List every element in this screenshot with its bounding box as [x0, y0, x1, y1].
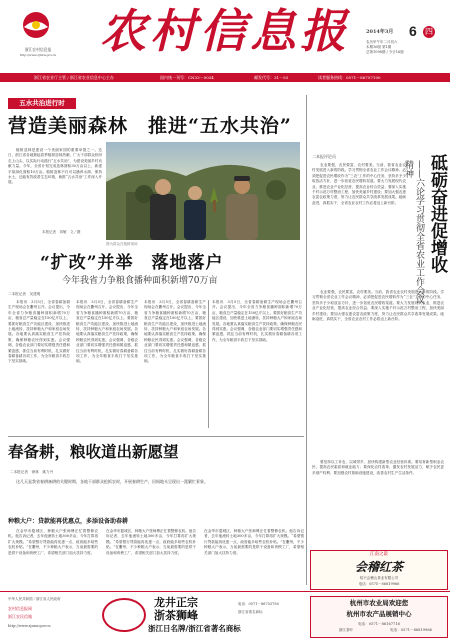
story3-body-col1: 在金华市婺城区，种粮大户张师傅正忙着整修农机。他告诉记者，去年他流转土地300多亩，今年打算再扩大规模。“希望银行贷款能再优惠一点，政府能多给些农机补贴。”在衢州，不少种粮大户表示，当前最需要的是烘干设备和育秧工厂，希望相关部门加大扶持力度。 [8, 529, 98, 555]
story3-headline: 春备耕，粮收道出新愿望 [8, 442, 179, 461]
ad-tea-phone: 电话：0571－86819966 [390, 628, 432, 632]
tree-planting-photo [106, 142, 300, 240]
ad-longjing-bottom: 浙江日名牌/浙江省著名商标 [148, 624, 241, 633]
ad-kuaiji-brand: 会稽红茶 [354, 560, 403, 574]
lead-byline: 本报记者 刘敏 文／摄 [42, 230, 81, 234]
story3-body-col3: 在金华市婺城区，种粮大户张师傅正忙着整修农机。他告诉记者，去年他流转土地300多亩，今年打算再扩大规模。“希望银行贷款能再优惠一点，政府能多给些农机补贴。”在衢州，不少种粮大户表示，当前最需要的是烘干设备和育秧工厂，希望相关部门加大扶持力度。 [204, 529, 304, 555]
footer-divider [0, 591, 450, 592]
ad-kuaiji [310, 550, 448, 590]
column-divider [208, 300, 209, 428]
ad-kuaiji-sub: 绍兴会稽山茶业有限公司 [359, 576, 399, 580]
issue-day: 6 [409, 23, 417, 39]
weekday-badge: 四 [425, 27, 433, 36]
editorial-body-col3: 要坚持以工补农、以城带乡，加快构建新型农业经营体系。要培育新型职业农民，提高农民素质和就业能力；要深化农村改革，激发农村发展活力，赋予农民更多财产权利；要加强农村基础设施建设，改善农村生产生活条件。 [312, 460, 444, 475]
editorial-headline: 砥砺奋进促增收 [427, 154, 447, 273]
meta-line-1: 农历甲午年二月初六 [366, 40, 398, 44]
ad-kuaiji-top: 江南之最 [370, 552, 388, 557]
meta-line-3: 总第1098期 / 今日16版 [366, 50, 404, 54]
ad-longjing-emblem [102, 598, 146, 632]
story3-body-col2: 在金华市婺城区，种粮大户张师傅正忙着整修农机。他告诉记者，去年他流转土地300多亩，今年打算再扩大规模。“希望银行贷款能再优惠一点，政府能多给些农机补贴。”在衢州，不少种粮大户表示，当前最需要的是烘干设备和育秧工厂，希望相关部门加大扶持力度。 [106, 529, 196, 555]
editorial-body-col2: 农业要强，农民要富，农村要美。当前，我省农业农村发展进入新的阶段。学习贯彻全省农业工作会议精神，必须把促进农民增收作为“三农”工作的中心任务，坚持多予少取放活方针，进一步拓宽农民增收渠道。要大力发展现代农业，推进农业产业化经营，提高农业综合效益；要深入实施千村示范万村整治工程，加快美丽乡村建设；要加大强农惠农富农政策力度，努力让农民群众共享改革发展成果。砥砺奋进，真抓实干，全省农业农村工作必将迈上新台阶。 [312, 290, 444, 322]
story2-body-col3: 本报讯 3月5日，全省春耕备耕生产现场会在衢州召开。会议提出，今年全省力争粮食播种面积新增70万亩，粮食总产量稳定在150亿斤以上。要抓好粮食生产功能区建设，加快推进土地流转，扶持种粮大户和家庭农场发展。各地要认真落实粮食生产扶持政策，确保种粮农民得到实惠。会议强调，各级农业部门要切实增强责任感和紧迫感，抓住当前有利时机，扎实做好春耕备耕各项工作，为全年粮食丰收打下坚实基础。 [144, 300, 206, 364]
story2-subhead: 今年我省力争粮食播种面积新增70万亩 [62, 276, 218, 286]
info-hotline: 读者服务热线：0571－86757100 [318, 75, 381, 80]
info-bar [0, 73, 450, 82]
footer-link-1[interactable]: 农村信息报网 [8, 606, 32, 611]
editorial-subhead: ——六论学习贯彻全省农业工作会议精神 [403, 160, 424, 304]
ad-longjing-name: 龙井正宗 [154, 596, 198, 609]
lead-photo-caption: 图为群众在植树现场 [106, 242, 138, 246]
ad-longjing [98, 596, 304, 636]
ad-hangzhou-sub: 杭州市农产品展销中心 [346, 610, 412, 618]
ad-hangzhou-phone: 电话：0571－86167716 [358, 622, 400, 626]
lead-headline: 营造美丽森林 推进“五水共治” [8, 115, 292, 137]
section-divider [8, 436, 304, 437]
story2-body-col4: 本报讯 3月5日，全省春耕备耕生产现场会在衢州召开。会议提出，今年全省力争粮食播种面积新增70万亩，粮食总产量稳定在150亿斤以上。要抓好粮食生产功能区建设，加快推进土地流转，扶持种粮大户和家庭农场发展。各地要认真落实粮食生产扶持政策，确保种粮农民得到实惠。会议强调，各级农业部门要切实增强责任感和紧迫感，抓住当前有利时机，扎实做好春耕备耕各项工作，为全年粮食丰收打下坚实基础。 [212, 300, 302, 342]
story2-byline: 二本报记者 吴建明 [8, 292, 41, 296]
logo-caption: 浙江农村信息报 [24, 47, 52, 52]
story2-body-col2: 本报讯 3月5日，全省春耕备耕生产现场会在衢州召开。会议提出，今年全省力争粮食播种面积新增70万亩，粮食总产量稳定在150亿斤以上。要抓好粮食生产功能区建设，加快推进土地流转，扶持种粮大户和家庭农场发展。各地要认真落实粮食生产扶持政策，确保种粮农民得到实惠。会议强调，各级农业部门要切实增强责任感和紧迫感，抓住当前有利时机，扎实做好春耕备耕各项工作，为全年粮食丰收打下坚实基础。 [76, 300, 138, 364]
footer-link-2[interactable]: 浙江农民信箱 [8, 614, 32, 619]
ad-longjing-brand: 浙茶狮峰 [154, 609, 198, 622]
ad-longjing-phone: 电话：0571－86753756 [238, 602, 279, 606]
ad-tea-title: 浙江茶叶 [338, 628, 354, 632]
ad-hangzhou [310, 596, 448, 638]
info-post: 邮发代号：31－53 [254, 75, 289, 80]
story2-headline: “扩改”并举 落地落户 [40, 253, 224, 273]
footer-url[interactable]: http://www.zjnxw.gov.cn [8, 624, 51, 628]
right-column-divider [306, 95, 307, 585]
footer-label: 中华人民共和国／浙江省人民政府 [8, 597, 61, 601]
ad-hangzhou-title: 杭州市农业局欢迎您 [349, 599, 409, 607]
info-publisher: 浙江省农业厅主管 / 浙江省农业信息中心主办 [34, 75, 114, 80]
section-tag: 五水共治进行时 [8, 98, 76, 109]
story3-subheadline: 种粮大户：贷款能再优惠点，多添设备助春耕 [8, 518, 129, 525]
editorial-body-col1: 农业要强，农民要富，农村要美。当前，我省农业农村发展进入新的阶段。学习贯彻全省农业工作会议精神，必须把促进农民增收作为“三农”工作的中心任务，坚持多予少取放活方针，进一步拓宽农民增收渠道。要大力发展现代农业，推进农业产业化经营，提高农业综合效益；要深入实施千村示范万村整治工程，加快美丽乡村建设；要加大强农惠农富农政策力度，努力让农民群众共享改革发展成果。砥砺奋进，真抓实干，全省农业农村工作必将迈上新台阶。 [312, 163, 406, 205]
newspaper-title: 农村信息报 [100, 4, 350, 58]
editorial-tag: 二本报评论员 [312, 154, 336, 159]
meta-line-2: 本期16版 第1期 [366, 45, 392, 49]
info-cn: 国内统一刊号：CN33－0034 [160, 75, 214, 80]
lead-photo [106, 142, 300, 240]
story2-body-col1: 本报讯 3月5日，全省春耕备耕生产现场会在衢州召开。会议提出，今年全省力争粮食播种面积新增70万亩，粮食总产量稳定在150亿斤以上。要抓好粮食生产功能区建设，加快推进土地流转，扶持种粮大户和家庭农场发展。各地要认真落实粮食生产扶持政策，确保种粮农民得到实惠。会议强调，各级农业部门要切实增强责任感和紧迫感，抓住当前有利时机，扎实做好春耕备耕各项工作，为全年粮食丰收打下坚实基础。 [8, 300, 70, 364]
story3-lead: 这几天是我省春耕备耕的关键时期，各地干部群众抢抓农时，开展春耕生产，田间地头呈现出一派繁忙景象。 [16, 479, 208, 484]
lead-body: 植树造林是建设一个美丽家园的重要举措之一。近日，浙江省各地掀起春季植树造林热潮，广大干部群众纷纷走上山头，以实际行动践行“五水共治”，为建设美丽乡村贡献力量。今年，全省计划完成造林面积30万亩以上，新建平原绿化面积10万亩。植树造林不仅可以涵养水源、保持水土，还能有效改善生态环境，助推“五水共治”工作深入开展。 [8, 148, 102, 185]
ad-kuaiji-phone: 电话：0575－86819966 [358, 582, 400, 586]
masthead [0, 0, 450, 60]
issue-date: 2014年3月 [366, 29, 394, 35]
newspaper-logo-icon [14, 10, 58, 46]
ad-longjing-tagline: 浙江省著名商标 [238, 610, 263, 614]
logo-url: http://www.zjnxw.gov.cn [19, 53, 57, 57]
story3-byline: 二本报记者 徐林 姚力丹 [10, 470, 54, 474]
